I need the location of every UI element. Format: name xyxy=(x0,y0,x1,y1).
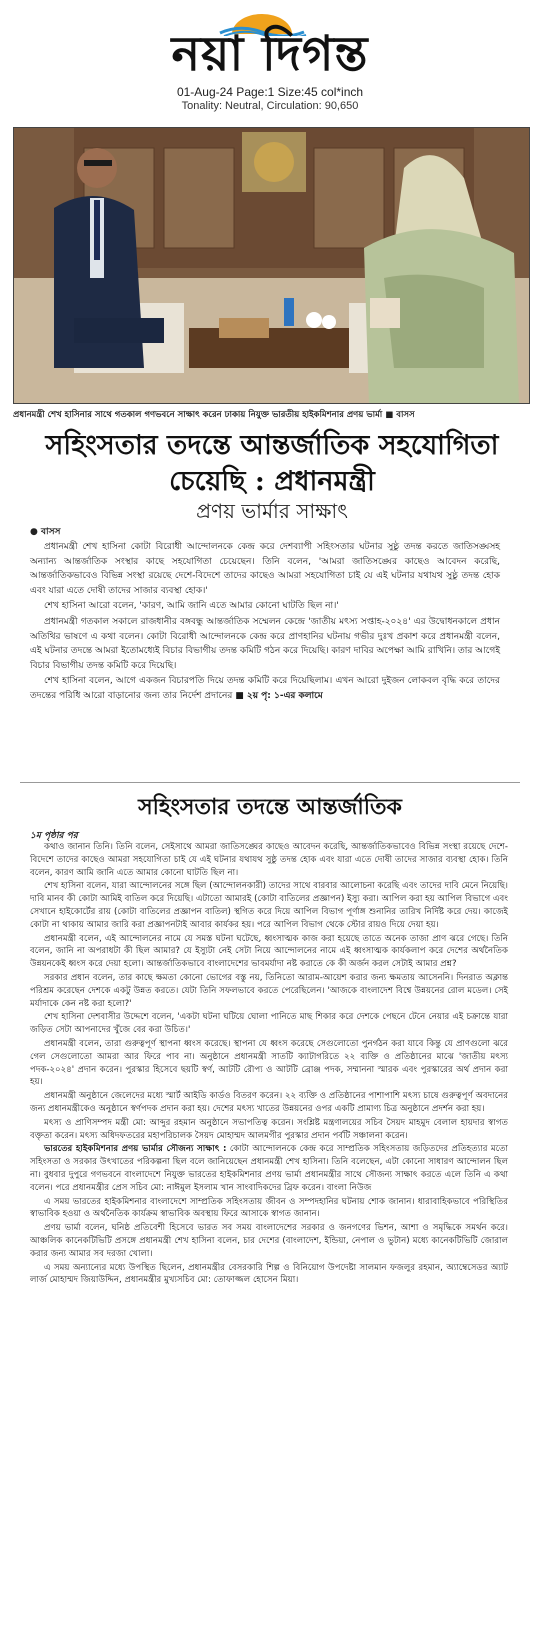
news-photo xyxy=(13,127,530,404)
subsection-paragraph xyxy=(30,1143,508,1194)
continuation-paragraph: প্রধানমন্ত্রী বলেন, এই আন্দোলনের নামে যে সমস্ত ঘটনা ঘটেছে, ধ্বংসাত্মক কাজ করা হয়েছে তাতে অনেক তাজা প্রাণ ঝরে গেছে। তিনি বলেন, জানি না অপরাধটা কী ছিল আমার? যে ইস্যুটা নেই সেটা নিয়ে আন্দোলনের নামে এই ধ্বংসাত্মক কার্যকলাপ করে দেশের অর্থনৈতিক উন্নয়নকেই ধ্বংস করে দেয়া হলো। আন্তর্জাতিকভাবে বাংলাদেশের ভাবমর্যাদা নষ্ট করাতে কে কী অর্জন করল সেটাই আমার প্রশ্ন? xyxy=(30,933,508,970)
continuation-body xyxy=(30,841,508,1288)
article-paragraph-last xyxy=(30,674,500,703)
article-subhead: প্রণয় ভার্মার সাক্ষাৎ xyxy=(196,499,348,523)
article-paragraph: প্রধানমন্ত্রী গতকাল সকালে রাজধানীর বঙ্গবন্ধু আন্তর্জাতিক সম্মেলন কেন্দ্রে 'জাতীয় মৎস্য সপ্তাহ-২০২৪' এর উদ্বোধনকালে প্রধান অতিথির ভাষণে এ কথা বলেন। কোটা বিরোধী আন্দোলনকে কেন্দ্র করে প্রাণহানির ঘটনায় গভীর দুঃখ প্রকাশ করে প্রধানমন্ত্রী বলেন, এই ঘটনার তদন্তে আমরা ইতোমধ্যেই বিচার বিভাগীয় তদন্ত কমিটি গঠন করে দিয়েছি। কারণ দাবির অপেক্ষা আমি রাখিনি। তার আগেই বিচার বিভাগীয় তদন্ত কমিটি করে দিয়েছি। xyxy=(30,616,500,671)
continuation-paragraph: এ সময় অন্যান্যের মধ্যে উপস্থিত ছিলেন, প্রধানমন্ত্রীর বেসরকারি শিল্প ও বিনিয়োগ উপদেষ্টা সালমান ফজলুর রহমান, অ্যাম্বেসেডর অ্যাট লার্জ মোহাম্মদ জিয়াউদ্দিন, প্রধানমন্ত্রীর মুখ্যসচিব মো: তোফাজ্জল হোসেন মিয়া। xyxy=(30,1262,508,1286)
continuation-paragraph: সরকার প্রধান বলেন, তার কাছে ক্ষমতা কোনো ভোগের বস্তু নয়, তিনিতো আরাম-আয়েশ করার জন্য ক্ষমতায় আসেননি। দিনরাত অক্লান্ত পরিশ্রম করেছেন দেশকে একটু উন্নত করতে। যেটা তিনি সফলভাবে করতে পেরেছিলেন। 'আজকে বাংলাদেশ বিশ্বে উন্নয়নের রোল মডেল। সেই মর্যাদাকে কেন নষ্ট করা হলো?' xyxy=(30,972,508,1009)
continuation-label: ১ম পৃষ্ঠার পর xyxy=(30,831,78,841)
continuation-paragraph: প্রণয় ভার্মা বলেন, ঘনিষ্ঠ প্রতিবেশী হিসেবে ভারত সব সময় বাংলাদেশের সরকার ও জনগণের ভিশন, আশা ও সমৃদ্ধিকে সমর্থন করে। আঞ্চলিক কানেকটিভিটি প্রসঙ্গে প্রধানমন্ত্রী শেখ হাসিনা বলেন, চার দেশের (বাংলাদেশ, ইন্ডিয়া, নেপাল ও ভুটান) মধ্যে কানেকটিভিটি জোরাল করার জন্য আমার সব দরজা খোলা। xyxy=(30,1223,508,1259)
continuation-paragraph: শেখ হাসিনা বলেন, যারা আন্দোলনের সঙ্গে ছিল (আন্দোলনকারী) তাদের সাথে বারবার আলোচনা করেছি এবং তাদের দাবি মেনে নিয়েছি। দাবি মানব কী কোটা আমিই বাতিল করে দিয়েছি। এটাতো আমারই (কোটা বাতিলের প্রজ্ঞাপন) ইস্যু করা। আপিল করা হয় আপিল বিভাগে এবং সেখানে হাইকোর্টের রায় (কোটা বাতিলের প্রজ্ঞাপন বাতিল) স্থগিত করে দিয়ে আপিল বিভাগ পূর্ণাঙ্গ শুনানির তারিখ নির্দিষ্ট করে দেয়। কাজেই কোটা না থাকায় আমার জারি করা প্রজ্ঞাপনটাই আবার কার্যকর হয়। পরে আপিল বিভাগ থেকে স্টোর রায়ও দিয়ে দেয়া হয়। xyxy=(30,881,508,930)
continuation-paragraph: কথাও জানান তিনি। তিনি বলেন, সেইসাথে আমরা জাতিসঙ্ঘের কাছেও আবেদন করেছি, আন্তর্জাতিকভাবেও বিভিন্ন সংস্থা রয়েছে দেশে-বিদেশে তাদের কাছেও আমরা সহযোগিতা চাই যে এই ঘটনার যথাযথ সুষ্ঠু তদন্ত হোক এবং যারা এতে দোষী তাদের সাজার ব্যবস্থা হোক। তিনি বলেন, কারণ আমি জানি এতে আমার কোনো ঘাটতি ছিল না। xyxy=(30,842,508,878)
article-paragraph-text: শেখ হাসিনা বলেন, আগে একজন বিচারপতি দিয়ে তদন্ত কমিটি করে দিয়েছিলাম। এখন আরো দুইজন লোকবল বৃদ্ধি করে তাদের তদন্তের পরিধি আরো বাড়ানোর জন্য তার নির্দেশ প্রদানের xyxy=(30,676,500,701)
newspaper-logo xyxy=(140,12,400,82)
continuation-headline: সহিংসতার তদন্তে আন্তর্জাতিক xyxy=(138,794,402,820)
article-byline: ● বাসস xyxy=(30,527,61,537)
continuation-paragraph: প্রধানমন্ত্রী বলেন, তারা গুরুত্বপূর্ণ স্থাপনা ধ্বংস করেছে। স্থাপনা যে ধ্বংস করেছে সেগুলোতো পুনর্গঠন করা যাবে কিন্তু যে প্রাণগুলো ঝরে গেল সেগুলোতো আমরা আর ফিরে পাব না। অনুষ্ঠানে প্রধানমন্ত্রী সাতটি ক্যাটাগরিতে ২২ ব্যক্তি ও প্রতিষ্ঠানের মাঝে 'জাতীয় মৎস্য পদক-২০২৪' প্রদান করেন। পুরস্কার হিসেবে ছয়টি স্বর্ণ, আটটি রৌপ্য ও আটটি ব্রোঞ্জ পদক, সম্মাননা স্মারক এবং পুরস্কারের অর্থ প্রদান করা হয়। xyxy=(30,1038,508,1088)
subsection-text: কোটা আন্দোলনকে কেন্দ্র করে সাম্প্রতিক সহিংসতায় জড়িতদের প্রতিহত্যার মতো সহিংসতা ও সরকার উৎখাতের পরিকল্পনা ছিল বলে জানিয়েছেন প্রধানমন্ত্রী শেখ হাসিনা। তিনি বলেছেন, এটা কোনো সাধারণ আন্দোলন ছিল না। বুধবার দুপুরে গণভবনে বাংলাদেশে নিযুক্ত ভারতের হাইকমিশনার প্রণয় ভার্মা প্রধানমন্ত্রীর সাথে সৌজন্য সাক্ষাৎ করতে এলে তিনি এ কথা বলেন। পরে প্রধানমন্ত্রীর প্রেস সচিব মো: নাঈমুল ইসলাম খান সাংবাদিকদের ব্রিফ করেন। বাংলা নিউজ xyxy=(30,1144,508,1193)
masthead xyxy=(0,0,540,120)
continuation-paragraph: শেখ হাসিনা দেশবাসীর উদ্দেশে বলেন, 'একটা ঘটনা ঘটিয়ে ঘোলা পানিতে মাছ শিকার করে দেশকে পেছনে টেনে নেয়ার এই চক্রান্তে যারা জড়িত সেটা আপনাদের খুঁজে বের করা উচিত।' xyxy=(30,1012,508,1036)
jump-label: ■ ২য় পৃ: ১-এর কলামে xyxy=(235,690,323,701)
section-divider xyxy=(20,782,520,783)
continuation-paragraph: প্রধানমন্ত্রী অনুষ্ঠানে জেলেদের মধ্যে স্মার্ট আইডি কার্ডও বিতরণ করেন। ২২ ব্যক্তি ও প্রতিষ্ঠানের পাশাপাশি মৎস্য চাষে গুরুত্বপূর্ণ অবদানের জন্য প্রধানমন্ত্রীকেও অনুষ্ঠানে স্বর্ণপদক প্রদান করা হয়। দেশের মৎস্য খাতের উন্নয়নের ওপর একটি প্রামাণ্য চিত্র অনুষ্ঠানে প্রদর্শন করা হয়। xyxy=(30,1091,508,1114)
continuation-paragraph: মৎস্য ও প্রাণিসম্পদ মন্ত্রী মো: আব্দুর রহমান অনুষ্ঠানে সভাপতিত্ব করেন। সংশ্লিষ্ট মন্ত্রণালয়ের সচিব সৈয়দ মাহমুদ বেলাল হায়দার স্বাগত বক্তৃতা করেন। মৎস্য অধিদফতরের মহাপরিচালক সৈয়দ মোহাম্মদ আলমগীর পুরস্কার প্রদান পর্বটি সঞ্চালনা করেন। xyxy=(30,1117,508,1141)
logo-text: নয়া দিগন্ত xyxy=(171,26,369,82)
article-paragraph: প্রধানমন্ত্রী শেখ হাসিনা কোটা বিরোধী আন্দোলনকে কেন্দ্র করে দেশব্যাপী সহিংসতার ঘটনার সুষ্ঠু তদন্ত করতে জাতিসঙ্ঘসহ অন্যান্য আন্তর্জাতিক সংস্থার কাছে সহযোগিতা চেয়েছেন। তিনি বলেন, 'আমরা জাতিসঙ্ঘের কাছেও আবেদন করেছি, আন্তর্জাতিকভাবেও বিভিন্ন সংস্থা রয়েছে দেশে-বিদেশে তাদের কাছেও আমরা সহযোগিতা চাই যে এই ঘটনার যথাযথ সুষ্ঠু তদন্ত হোক এবং যারা এতে দোষী তাদের সাজার ব্যবস্থা হোক।' xyxy=(30,542,500,596)
photo-caption: প্রধানমন্ত্রী শেখ হাসিনার সাথে গতকাল গণভবনে সাক্ষাৎ করেন ঢাকায় নিযুক্ত ভারতীয় হাইকমিশনার প্রণয় ভার্মা ■ বাসস xyxy=(13,410,415,420)
clipping-meta-date: 01-Aug-24 Page:1 Size:45 col*inch xyxy=(176,85,364,99)
subsection-label: ভারতের হাইকমিশনার প্রণয় ভার্মার সৌজন্য সাক্ষাৎ : xyxy=(44,1144,227,1155)
clipping-meta-tonality: Tonality: Neutral, Circulation: 90,650 xyxy=(181,100,359,112)
article-paragraph: শেখ হাসিনা আরো বলেন, 'কারণ, আমি জানি এতে আমার কোনো ঘাটতি ছিল না।' xyxy=(44,601,339,612)
article-headline: সহিংসতার তদন্তে আন্তর্জাতিক সহযোগিতা চেয়েছি : প্রধানমন্ত্রী xyxy=(45,430,499,497)
article-body xyxy=(30,540,500,705)
continuation-paragraph: এ সময় ভারতের হাইকমিশনার বাংলাদেশে সাম্প্রতিক সহিংসতায় জীবন ও সম্পদহানির ঘটনায় শোক জানান। ধারাবাহিকভাবে পরিস্থিতির স্বাভাবিক হওয়া ও অর্থনৈতিক কার্যক্রম স্বাভাবিক অবস্থায় ফিরে আসাকে স্বাগত জানান। xyxy=(30,1196,508,1220)
